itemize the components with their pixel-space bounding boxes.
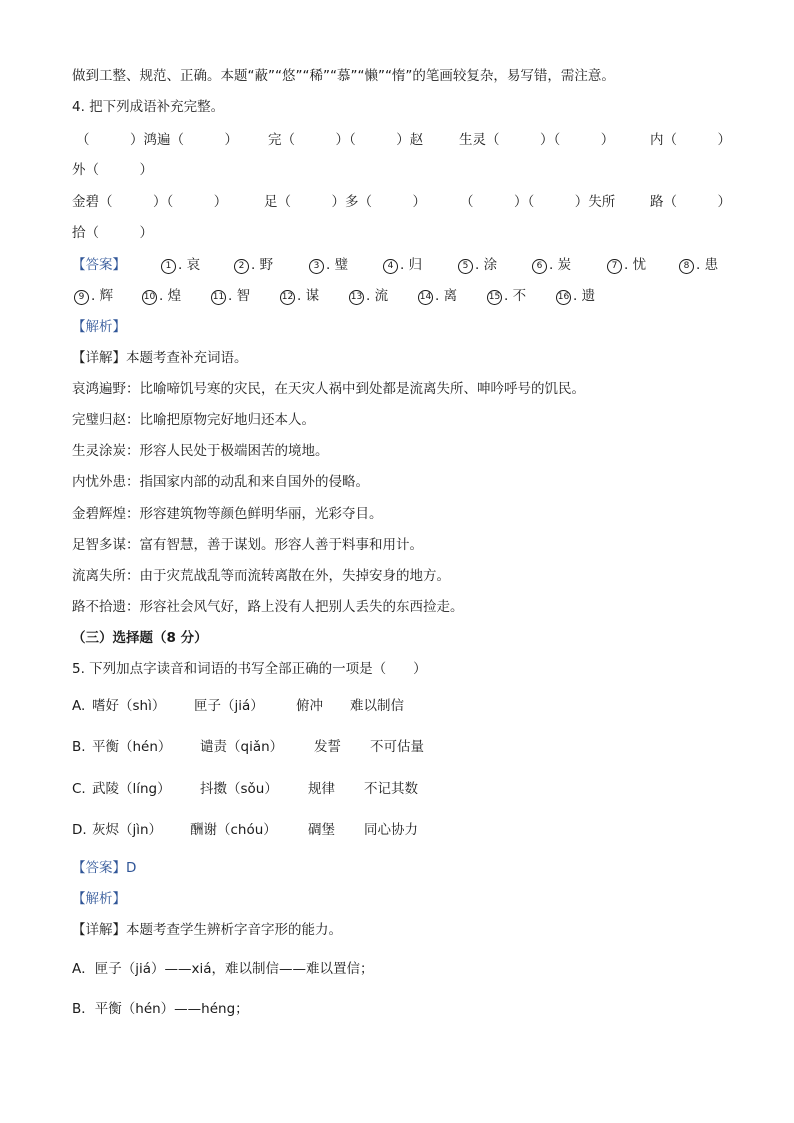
option-item: 谴责（qiǎn） [200,739,284,755]
detail-text: 【详解】本题考查学生辨析字音字形的能力。 [72,922,342,938]
explanation-line: 金碧辉煌：形容建筑物等颜色鲜明华丽，光彩夺目。 [72,506,383,522]
explanation-line: 完璧归赵：比喻把原物完好地归还本人。 [72,412,315,428]
option-item: 酬谢（chóu） [190,822,277,838]
note-line: B．平衡（hén）——héng； [72,1001,249,1017]
explanation-line: 哀鸿遍野：比喻啼饥号寒的灾民，在天灾人祸中到处都是流离失所、呻吟呼号的饥民。 [72,381,585,397]
answer-item: 1 . 哀 [161,256,200,274]
question-5-stem: 5. 下列加点字读音和词语的书写全部正确的一项是（ ） [72,661,427,677]
explanation-line: 内忧外患：指国家内部的动乱和来自国外的侵略。 [72,474,369,490]
option-item: 嗜好（shì） [92,698,166,714]
question-4-stem: 4. 把下列成语补充完整。 [72,99,225,115]
intro-text: 做到工整、规范、正确。本题“蔽”“悠”“稀”“慕”“懒”“惰”的笔画较复杂，易写错，需注意。 [72,68,615,84]
answer-item: 10 . 煌 [143,288,182,304]
explanation-line: 路不拾遗：形容社会风气好，路上没有人把别人丢失的东西捡走。 [72,599,464,615]
option-item: 俯冲 [296,698,323,714]
option-item: 匣子（jiá） [194,698,264,714]
option-item: 武陵（líng） [92,781,171,797]
answer-item: 5 . 涂 [458,256,497,274]
option-item: 平衡（hén） [92,739,172,755]
idiom-blank: （ ）（ ）失所 [460,194,616,210]
explanation-line: 足智多谋：富有智慧，善于谋划。形容人善于料事和用计。 [72,537,423,553]
option-item: 发誓 [314,739,341,755]
idiom-blank: 金碧（ ）（ ） [72,194,228,210]
answer-item: 2 . 野 [234,256,273,274]
option-item: 规律 [308,781,335,797]
explanation-line: 流离失所：由于灾荒战乱等而流转离散在外，失掉安身的地方。 [72,568,450,584]
answer-item: 14 . 离 [419,288,458,304]
idiom-blank: （ ）鸿遍（ ） [76,132,238,148]
answer-item: 11 . 智 [212,288,251,304]
idiom-blank: 内（ ） [650,132,731,148]
option-item: 同心协力 [364,822,418,838]
answer-item: 8 . 患 [679,256,718,274]
option-item: 不可估量 [370,739,424,755]
answer-item: 13 . 流 [350,288,389,304]
section-heading: （三）选择题（8 分） [72,630,208,646]
option-label: A. [72,698,86,714]
option-item: 难以制信 [350,698,404,714]
explanation-line: 生灵涂炭：形容人民处于极端困苦的境地。 [72,443,329,459]
answer-item: 6 . 炭 [532,256,571,274]
option-label: D. [72,822,87,838]
note-line: A．匣子（jiá）——xiá，难以制信——难以置信； [72,961,374,977]
option-item: 灰烬（jìn） [92,822,163,838]
analysis-label: 【解析】 [72,891,126,907]
option-item: 不记其数 [364,781,418,797]
detail-text: 【详解】本题考查补充词语。 [72,350,248,366]
option-item: 碉堡 [308,822,335,838]
option-item: 抖擞（sǒu） [200,781,278,797]
answer-item: 4 . 归 [383,256,422,274]
answer-item: 9 . 辉 [74,287,113,305]
option-label: B. [72,739,86,755]
answer-item: 16 . 遗 [557,288,596,304]
idiom-row-1-cont: 外（ ） [72,162,153,178]
idiom-blank: 完（ ）（ ）赵 [268,132,424,148]
answer-item: 7 . 忧 [607,256,646,274]
idiom-row-2-cont: 拾（ ） [72,225,153,241]
answer-item: 3 . 璧 [309,256,348,274]
idiom-blank: 路（ ） [650,194,731,210]
answer-item: 15 . 不 [488,288,527,304]
idiom-blank: 足（ ）多（ ） [264,194,426,210]
answer-label: 【答案】 [72,257,126,273]
analysis-label: 【解析】 [72,319,126,335]
option-label: C. [72,781,86,797]
answer-item: 12 . 谋 [281,288,320,304]
answer-text: 【答案】D [72,860,137,876]
idiom-blank: 生灵（ ）（ ） [459,132,615,148]
